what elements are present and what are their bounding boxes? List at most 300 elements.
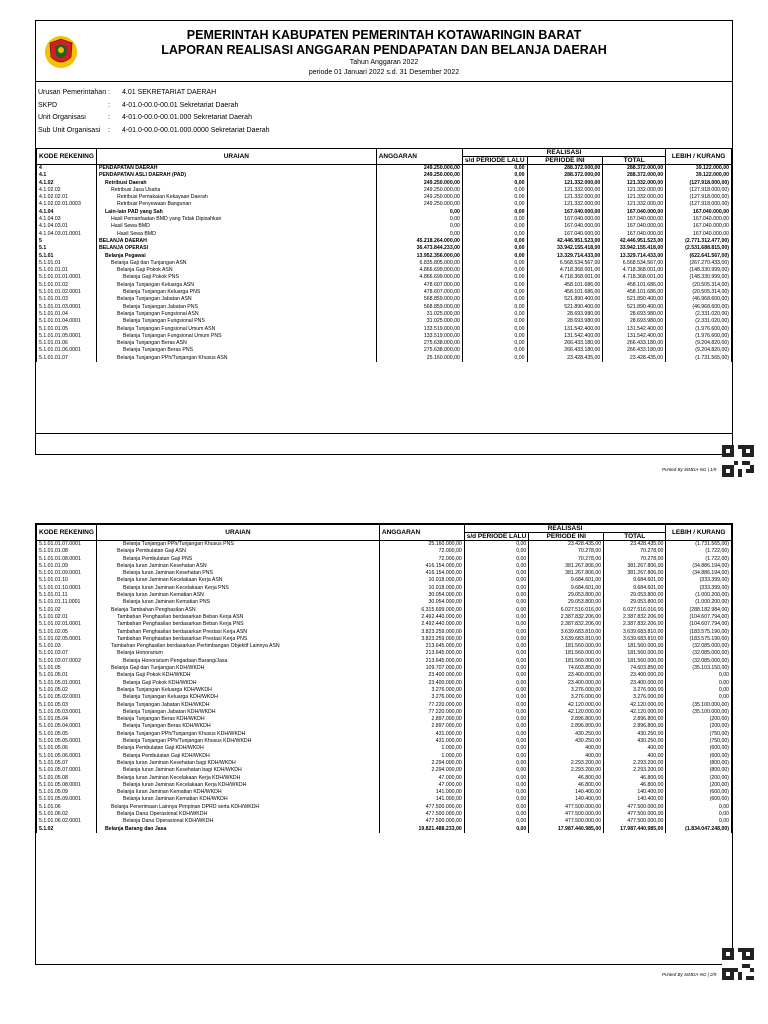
- account-description: Belanja Dana Operasional KDH/WKDH: [96, 818, 379, 825]
- current-period-amount: 29.053.800,00: [529, 592, 604, 599]
- current-period-amount: 13.329.714.433,00: [527, 253, 603, 260]
- total-amount: 131.542.400,00: [603, 333, 666, 340]
- previous-period-amount: 0,00: [464, 592, 529, 599]
- account-description: Belanja Pembulatan Gaji ASN: [96, 548, 379, 555]
- current-period-amount: 3.639.683.810,00: [529, 629, 604, 636]
- total-amount: 288.372.000,00: [603, 172, 666, 179]
- col-uraian: URAIAN: [96, 525, 379, 541]
- previous-period-amount: 0,00: [464, 731, 529, 738]
- variance-amount: (2.771.312.477,00): [666, 238, 732, 245]
- total-amount: 2.896.800,00: [604, 723, 666, 730]
- variance-amount: (600,00): [666, 745, 732, 752]
- total-amount: 2.293.200,00: [604, 767, 666, 774]
- previous-period-amount: 0,00: [464, 760, 529, 767]
- previous-period-amount: 0,00: [464, 636, 529, 643]
- budget-amount: 2.294.000,00: [379, 760, 464, 767]
- account-description: Tambahan Penghasilan berdasarkan Beban Kerja ASN: [96, 614, 379, 621]
- total-amount: 140.400,00: [604, 796, 666, 803]
- account-code: 4: [37, 165, 97, 173]
- budget-amount: 2.897.000,00: [379, 716, 464, 723]
- col-kode-rekening: KODE REKENING: [37, 149, 97, 165]
- previous-period-amount: 0,00: [462, 253, 527, 260]
- account-description: Belanja Honorarium Pengadaan Barang/Jasa: [96, 658, 379, 665]
- account-description: Belanja Iuran Jaminan Kesehatan ASN: [96, 563, 379, 570]
- current-period-amount: 23.400.000,00: [529, 680, 604, 687]
- budget-amount: 77.220.000,00: [379, 709, 464, 716]
- previous-period-amount: 0,00: [464, 556, 529, 563]
- total-amount: 28.693.980,00: [603, 311, 666, 318]
- variance-amount: (2.531.688.815,00): [666, 245, 732, 252]
- current-period-amount: 430.250,00: [529, 738, 604, 745]
- account-description: Belanja Tunjangan Keluarga KDH/WKDH: [96, 687, 379, 694]
- budget-amount: 213.645.000,00: [379, 650, 464, 657]
- variance-amount: (35.103.150,00): [666, 665, 732, 672]
- table-row: [37, 245, 732, 252]
- account-code: 4.1.04.03: [37, 216, 97, 223]
- table-row: [37, 665, 732, 672]
- current-period-amount: 28.693.980,00: [527, 311, 603, 318]
- budget-amount: 0,00: [376, 223, 462, 230]
- variance-amount: (200,00): [666, 782, 732, 789]
- col-periode-lalu: s/d PERIODE LALU: [464, 533, 529, 541]
- previous-period-amount: 0,00: [462, 260, 527, 267]
- current-period-amount: 458.101.686,00: [527, 289, 603, 296]
- account-code: 5.1.01.05.03: [37, 702, 97, 709]
- account-description: Belanja Gaji Pokok PNS: [96, 274, 376, 281]
- total-amount: 458.101.686,00: [603, 289, 666, 296]
- current-period-amount: 477.500.000,00: [529, 818, 604, 825]
- budget-realization-table-page-1: [36, 148, 732, 362]
- previous-period-amount: 0,00: [462, 347, 527, 354]
- current-period-amount: 167.040.000,00: [527, 216, 603, 223]
- variance-amount: (127.918.000,00): [666, 180, 732, 187]
- previous-period-amount: 0,00: [464, 570, 529, 577]
- report-header-title: LAPORAN REALISASI ANGGARAN PENDAPATAN DAN BELANJA DAERAH: [161, 43, 607, 57]
- account-description: Hasil Pemanfaatan BMD yang Tidak Dipisahkan: [96, 216, 376, 223]
- col-anggaran: ANGGARAN: [379, 525, 464, 541]
- budget-amount: 416.154.000,00: [379, 563, 464, 570]
- previous-period-amount: 0,00: [462, 223, 527, 230]
- budget-amount: 141.000,00: [379, 789, 464, 796]
- budget-amount: 568.859.000,00: [376, 304, 462, 311]
- total-amount: 430.250,00: [604, 731, 666, 738]
- current-period-amount: 3.276.000,00: [529, 694, 604, 701]
- total-amount: 121.332.000,00: [603, 187, 666, 194]
- current-period-amount: 131.542.400,00: [527, 326, 603, 333]
- table-row: [37, 811, 732, 818]
- table-row: [37, 296, 732, 303]
- previous-period-amount: 0,00: [464, 789, 529, 796]
- variance-amount: (148.330.999,00): [666, 274, 732, 281]
- variance-amount: (622.641.567,00): [666, 253, 732, 260]
- account-description: Belanja Gaji Pokok KDH/WKDH: [96, 672, 379, 679]
- account-code: 4.1.02.02: [37, 187, 97, 194]
- account-code: 5.1.01.05.09: [37, 789, 97, 796]
- current-period-amount: 288.372.000,00: [527, 172, 603, 179]
- variance-amount: (34.886.194,00): [666, 563, 732, 570]
- account-description: Retribusi Daerah: [96, 180, 376, 187]
- current-period-amount: 23.428.435,00: [529, 541, 604, 549]
- budget-amount: 72.000,00: [379, 548, 464, 555]
- variance-amount: (35.100.000,00): [666, 702, 732, 709]
- variance-amount: (2.331.020,00): [666, 318, 732, 325]
- total-amount: 121.332.000,00: [603, 194, 666, 201]
- col-periode-lalu: s/d PERIODE LALU: [462, 157, 527, 165]
- budget-amount: 3.823.259.000,00: [379, 636, 464, 643]
- current-period-amount: 458.101.686,00: [527, 282, 603, 289]
- table-row: [37, 238, 732, 245]
- budget-amount: 478.607.000,00: [376, 289, 462, 296]
- current-period-amount: 400,00: [529, 753, 604, 760]
- table-row: [37, 658, 732, 665]
- variance-amount: (600,00): [666, 789, 732, 796]
- total-amount: 6.027.516.016,00: [604, 607, 666, 614]
- variance-amount: (127.918.000,00): [666, 194, 732, 201]
- previous-period-amount: 0,00: [462, 333, 527, 340]
- total-amount: 381.267.806,00: [604, 563, 666, 570]
- variance-amount: (1.834.047.248,00): [666, 826, 732, 833]
- current-period-amount: 121.332.000,00: [527, 194, 603, 201]
- table-row: [37, 745, 732, 752]
- budget-amount: 213.645.000,00: [379, 658, 464, 665]
- total-amount: 167.040.000,00: [603, 216, 666, 223]
- budget-amount: 2.897.000,00: [379, 723, 464, 730]
- budget-amount: 77.220.000,00: [379, 702, 464, 709]
- total-amount: 181.560.000,00: [604, 643, 666, 650]
- budget-amount: 13.952.356.000,00: [376, 253, 462, 260]
- previous-period-amount: 0,00: [462, 340, 527, 347]
- current-period-amount: 4.718.368.001,00: [527, 267, 603, 274]
- current-period-amount: 167.040.000,00: [527, 231, 603, 238]
- total-amount: 13.329.714.433,00: [603, 253, 666, 260]
- previous-period-amount: 0,00: [464, 643, 529, 650]
- previous-period-amount: 0,00: [464, 650, 529, 657]
- account-description: Belanja Tunjangan Jabatan KDH/WKDH: [96, 702, 379, 709]
- current-period-amount: 70.278,00: [529, 556, 604, 563]
- budget-amount: 25.160.000,00: [379, 541, 464, 549]
- previous-period-amount: 0,00: [464, 818, 529, 825]
- account-code: 5.1.01.01.03.0001: [37, 304, 97, 311]
- budget-amount: 249.250.000,00: [376, 187, 462, 194]
- total-amount: 42.120.000,00: [604, 702, 666, 709]
- budget-amount: 30.054.000,00: [379, 592, 464, 599]
- account-description: Belanja Iuran Jaminan Kesehatan PNS: [96, 570, 379, 577]
- current-period-amount: 181.560.000,00: [529, 658, 604, 665]
- col-periode-ini: PERIODE INI: [527, 157, 603, 165]
- col-anggaran: ANGGARAN: [376, 149, 462, 165]
- account-description: BELANJA DAERAH: [96, 238, 376, 245]
- table-row: [37, 274, 732, 281]
- current-period-amount: 2.896.800,00: [529, 716, 604, 723]
- account-description: Tambahan Penghasilan berdasarkan Beban Kerja PNS: [96, 621, 379, 628]
- current-period-amount: 167.040.000,00: [527, 209, 603, 216]
- account-code: 5.1.01: [37, 253, 97, 260]
- previous-period-amount: 0,00: [462, 180, 527, 187]
- table-row: [37, 775, 732, 782]
- total-amount: 9.684.601,00: [604, 577, 666, 584]
- total-amount: 266.433.180,00: [603, 340, 666, 347]
- budget-amount: 45.218.264.000,00: [376, 238, 462, 245]
- variance-amount: 0,00: [666, 687, 732, 694]
- current-period-amount: 2.293.200,00: [529, 760, 604, 767]
- budget-amount: 1.000,00: [379, 753, 464, 760]
- account-description: Hasil Sewa BMD: [96, 231, 376, 238]
- table-row: [37, 643, 732, 650]
- table-row: [37, 340, 732, 347]
- account-code: 4.1.04.03.01: [37, 223, 97, 230]
- account-description: Belanja Tunjangan Keluarga KDH/WKDH: [96, 694, 379, 701]
- table-row: [37, 548, 732, 555]
- col-total: TOTAL: [603, 157, 666, 165]
- budget-amount: 249.250.000,00: [376, 180, 462, 187]
- previous-period-amount: 0,00: [464, 826, 529, 833]
- budget-amount: 3.276.000,00: [379, 694, 464, 701]
- account-description: Belanja Tunjangan Fungsional Umum ASN: [96, 326, 376, 333]
- account-description: Belanja Tunjangan PPh/Tunjangan Khusus PNS: [96, 541, 379, 549]
- account-code: 5.1.01.01.05.0001: [37, 333, 97, 340]
- col-lebih-kurang: LEBIH / KURANG: [666, 525, 732, 541]
- account-description: Belanja Tunjangan Beras ASN: [96, 340, 376, 347]
- table-row: [37, 694, 732, 701]
- variance-amount: (200,00): [666, 716, 732, 723]
- account-code: 5.1.01.05.03.0001: [37, 709, 97, 716]
- variance-amount: (32.085.000,00): [666, 650, 732, 657]
- previous-period-amount: 0,00: [464, 796, 529, 803]
- total-amount: 23.428.435,00: [604, 541, 666, 549]
- total-amount: 266.433.180,00: [603, 347, 666, 354]
- current-period-amount: 400,00: [529, 745, 604, 752]
- budget-amount: 141.000,00: [379, 796, 464, 803]
- account-description: Retribusi Penyewaan Bangunan: [96, 201, 376, 208]
- current-period-amount: 4.718.368.001,00: [527, 274, 603, 281]
- account-code: 4.1.02.02.01.0003: [37, 201, 97, 208]
- total-amount: 3.276.000,00: [604, 694, 666, 701]
- current-period-amount: 477.500.000,00: [529, 804, 604, 811]
- account-code: 5.1.01.01.03: [37, 296, 97, 303]
- budget-amount: 1.000,00: [379, 745, 464, 752]
- total-amount: 3.639.683.810,00: [604, 629, 666, 636]
- total-amount: 121.332.000,00: [603, 180, 666, 187]
- variance-amount: (20.505.314,00): [666, 282, 732, 289]
- previous-period-amount: 0,00: [462, 245, 527, 252]
- account-description: Belanja Iuran Jaminan Kematian PNS: [96, 599, 379, 606]
- table-row: [37, 304, 732, 311]
- budget-amount: 25.160.000,00: [376, 355, 462, 362]
- current-period-amount: 181.560.000,00: [529, 643, 604, 650]
- table-row: [37, 563, 732, 570]
- table-row: [37, 260, 732, 267]
- current-period-amount: 33.942.155.418,00: [527, 245, 603, 252]
- previous-period-amount: 0,00: [462, 274, 527, 281]
- variance-amount: 167.040.000,00: [666, 216, 732, 223]
- variance-amount: 0,00: [666, 672, 732, 679]
- previous-period-amount: 0,00: [464, 723, 529, 730]
- col-total: TOTAL: [604, 533, 666, 541]
- budget-amount: 477.500.000,00: [379, 818, 464, 825]
- total-amount: 167.040.000,00: [603, 209, 666, 216]
- account-description: Belanja Tunjangan Jabatan ASN: [96, 296, 376, 303]
- col-periode-ini: PERIODE INI: [529, 533, 604, 541]
- budget-realization-table-page-2: [36, 524, 732, 833]
- variance-amount: (34.886.194,00): [666, 570, 732, 577]
- variance-amount: 0,00: [666, 680, 732, 687]
- total-amount: 46.800,00: [604, 775, 666, 782]
- budget-amount: 23.400.000,00: [379, 672, 464, 679]
- budget-amount: 213.645.000,00: [379, 643, 464, 650]
- variance-amount: 0,00: [666, 804, 732, 811]
- account-code: 5.1.01.05.08: [37, 775, 97, 782]
- budget-amount: 478.607.000,00: [376, 282, 462, 289]
- account-description: Belanja Tunjangan Fungsional ASN: [96, 311, 376, 318]
- total-amount: 42.446.951.523,00: [603, 238, 666, 245]
- variance-amount: (800,00): [666, 760, 732, 767]
- account-description: Belanja Penerimaan Lainnya Pimpinan DPRD serta KDH/WKDH: [96, 804, 379, 811]
- table-row: [37, 333, 732, 340]
- total-amount: 74.603.850,00: [604, 665, 666, 672]
- budget-amount: 249.250.000,00: [376, 172, 462, 179]
- previous-period-amount: 0,00: [464, 563, 529, 570]
- current-period-amount: 28.693.980,00: [527, 318, 603, 325]
- previous-period-amount: 0,00: [462, 296, 527, 303]
- total-amount: 288.372.000,00: [603, 165, 666, 173]
- account-description: Belanja Tunjangan Fungsional Umum PNS: [96, 333, 376, 340]
- table-row: [37, 326, 732, 333]
- variance-amount: (32.085.000,00): [666, 643, 732, 650]
- budget-amount: 2.492.440.000,00: [379, 621, 464, 628]
- current-period-amount: 181.560.000,00: [529, 650, 604, 657]
- table-row: [37, 636, 732, 643]
- budget-amount: 568.859.000,00: [376, 296, 462, 303]
- total-amount: 477.500.000,00: [604, 804, 666, 811]
- budget-amount: 31.025.000,00: [376, 318, 462, 325]
- variance-amount: (1.731.565,00): [666, 541, 732, 549]
- table-row: [37, 223, 732, 230]
- previous-period-amount: 0,00: [464, 753, 529, 760]
- account-description: PENDAPATAN ASLI DAERAH (PAD): [96, 172, 376, 179]
- total-amount: 29.053.800,00: [604, 599, 666, 606]
- account-description: Belanja Gaji dan Tunjangan ASN: [96, 260, 376, 267]
- previous-period-amount: 0,00: [464, 621, 529, 628]
- account-description: Belanja Iuran Jaminan Kesehatan bagi KDH/WKDH: [96, 767, 379, 774]
- previous-period-amount: 0,00: [464, 680, 529, 687]
- account-code: 4.1.02.02.01: [37, 194, 97, 201]
- budget-amount: 6.835.805.000,00: [376, 260, 462, 267]
- variance-amount: 167.040.000,00: [666, 223, 732, 230]
- budget-amount: 249.250.000,00: [376, 194, 462, 201]
- total-amount: 477.500.000,00: [604, 818, 666, 825]
- table-row: [37, 318, 732, 325]
- budget-amount: 10.018.000,00: [379, 577, 464, 584]
- col-realisasi: REALISASI: [462, 149, 665, 157]
- previous-period-amount: 0,00: [464, 702, 529, 709]
- budget-amount: 3.276.000,00: [379, 687, 464, 694]
- account-code: 5.1.01.01.01.0001: [37, 274, 97, 281]
- table-row: [37, 585, 732, 592]
- previous-period-amount: 0,00: [464, 716, 529, 723]
- budget-amount: 47.000,00: [379, 782, 464, 789]
- budget-amount: 10.018.000,00: [379, 585, 464, 592]
- account-code: 4.1.04: [37, 209, 97, 216]
- current-period-amount: 521.890.400,00: [527, 304, 603, 311]
- total-amount: 2.387.832.206,00: [604, 614, 666, 621]
- account-description: Belanja Dana Operasional KDH/WKDH: [96, 811, 379, 818]
- total-amount: 9.684.601,00: [604, 585, 666, 592]
- variance-amount: 39.122.000,00: [666, 172, 732, 179]
- account-code: 5.1.01.05.04.0001: [37, 723, 97, 730]
- current-period-amount: 121.332.000,00: [527, 201, 603, 208]
- table-row: [37, 231, 732, 238]
- account-code: 5.1.01.01.06: [37, 340, 97, 347]
- current-period-amount: 6.568.534.567,00: [527, 260, 603, 267]
- variance-amount: (20.505.314,00): [666, 289, 732, 296]
- current-period-amount: 2.387.832.206,00: [529, 621, 604, 628]
- variance-amount: (9.204.820,00): [666, 340, 732, 347]
- total-amount: 46.800,00: [604, 782, 666, 789]
- table-row: [37, 614, 732, 621]
- table-row: [37, 267, 732, 274]
- budget-amount: 133.519.000,00: [376, 326, 462, 333]
- table-row: [37, 767, 732, 774]
- variance-amount: (1.731.565,00): [666, 355, 732, 362]
- account-code: 5.1.01.02.01.0001: [37, 621, 97, 628]
- table-row: [37, 570, 732, 577]
- account-description: Belanja Tunjangan Keluarga ASN: [96, 282, 376, 289]
- total-amount: 381.267.806,00: [604, 570, 666, 577]
- variance-amount: (46.968.600,00): [666, 304, 732, 311]
- account-description: Belanja Tunjangan Beras PNS: [96, 347, 376, 354]
- account-code: 5.1.01.03.07: [37, 650, 97, 657]
- variance-amount: (288.182.984,00): [666, 607, 732, 614]
- total-amount: 458.101.686,00: [603, 282, 666, 289]
- variance-amount: (1.000.200,00): [666, 599, 732, 606]
- table-row: [37, 165, 732, 173]
- account-code: 5.1.01.01: [37, 260, 97, 267]
- total-amount: 521.890.400,00: [603, 296, 666, 303]
- account-code: 5.1.01.06: [37, 804, 97, 811]
- total-amount: 477.500.000,00: [604, 811, 666, 818]
- table-row: [37, 289, 732, 296]
- previous-period-amount: 0,00: [462, 172, 527, 179]
- account-code: 5.1: [37, 245, 97, 252]
- previous-period-amount: 0,00: [462, 165, 527, 173]
- previous-period-amount: 0,00: [462, 267, 527, 274]
- previous-period-amount: 0,00: [462, 326, 527, 333]
- total-amount: 3.639.683.810,00: [604, 636, 666, 643]
- current-period-amount: 266.433.180,00: [527, 340, 603, 347]
- previous-period-amount: 0,00: [464, 629, 529, 636]
- account-description: Belanja Honorarium: [96, 650, 379, 657]
- variance-amount: 0,00: [666, 694, 732, 701]
- current-period-amount: 29.053.800,00: [529, 599, 604, 606]
- total-amount: 2.387.832.206,00: [604, 621, 666, 628]
- previous-period-amount: 0,00: [464, 548, 529, 555]
- variance-amount: (1.000.200,00): [666, 592, 732, 599]
- account-code: 5.1.01.01.02.0001: [37, 289, 97, 296]
- budget-amount: 275.638.000,00: [376, 347, 462, 354]
- budget-amount: 275.638.000,00: [376, 340, 462, 347]
- table-row: [37, 796, 732, 803]
- printed-by-footer-2: Printed By SIMDA-NG | 2/9: [662, 972, 717, 977]
- report-period: periode 01 Januari 2022 s.d. 31 Desember 2022: [308, 69, 460, 76]
- previous-period-amount: 0,00: [464, 709, 529, 716]
- account-code: 5.1.01.05.06.0001: [37, 753, 97, 760]
- account-code: 5.1.01.05.09.0001: [37, 796, 97, 803]
- current-period-amount: 23.428.435,00: [527, 355, 603, 362]
- previous-period-amount: 0,00: [464, 811, 529, 818]
- account-description: Belanja Gaji Pokok ASN: [96, 267, 376, 274]
- budget-amount: 477.500.000,00: [379, 811, 464, 818]
- budget-amount: 47.000,00: [379, 775, 464, 782]
